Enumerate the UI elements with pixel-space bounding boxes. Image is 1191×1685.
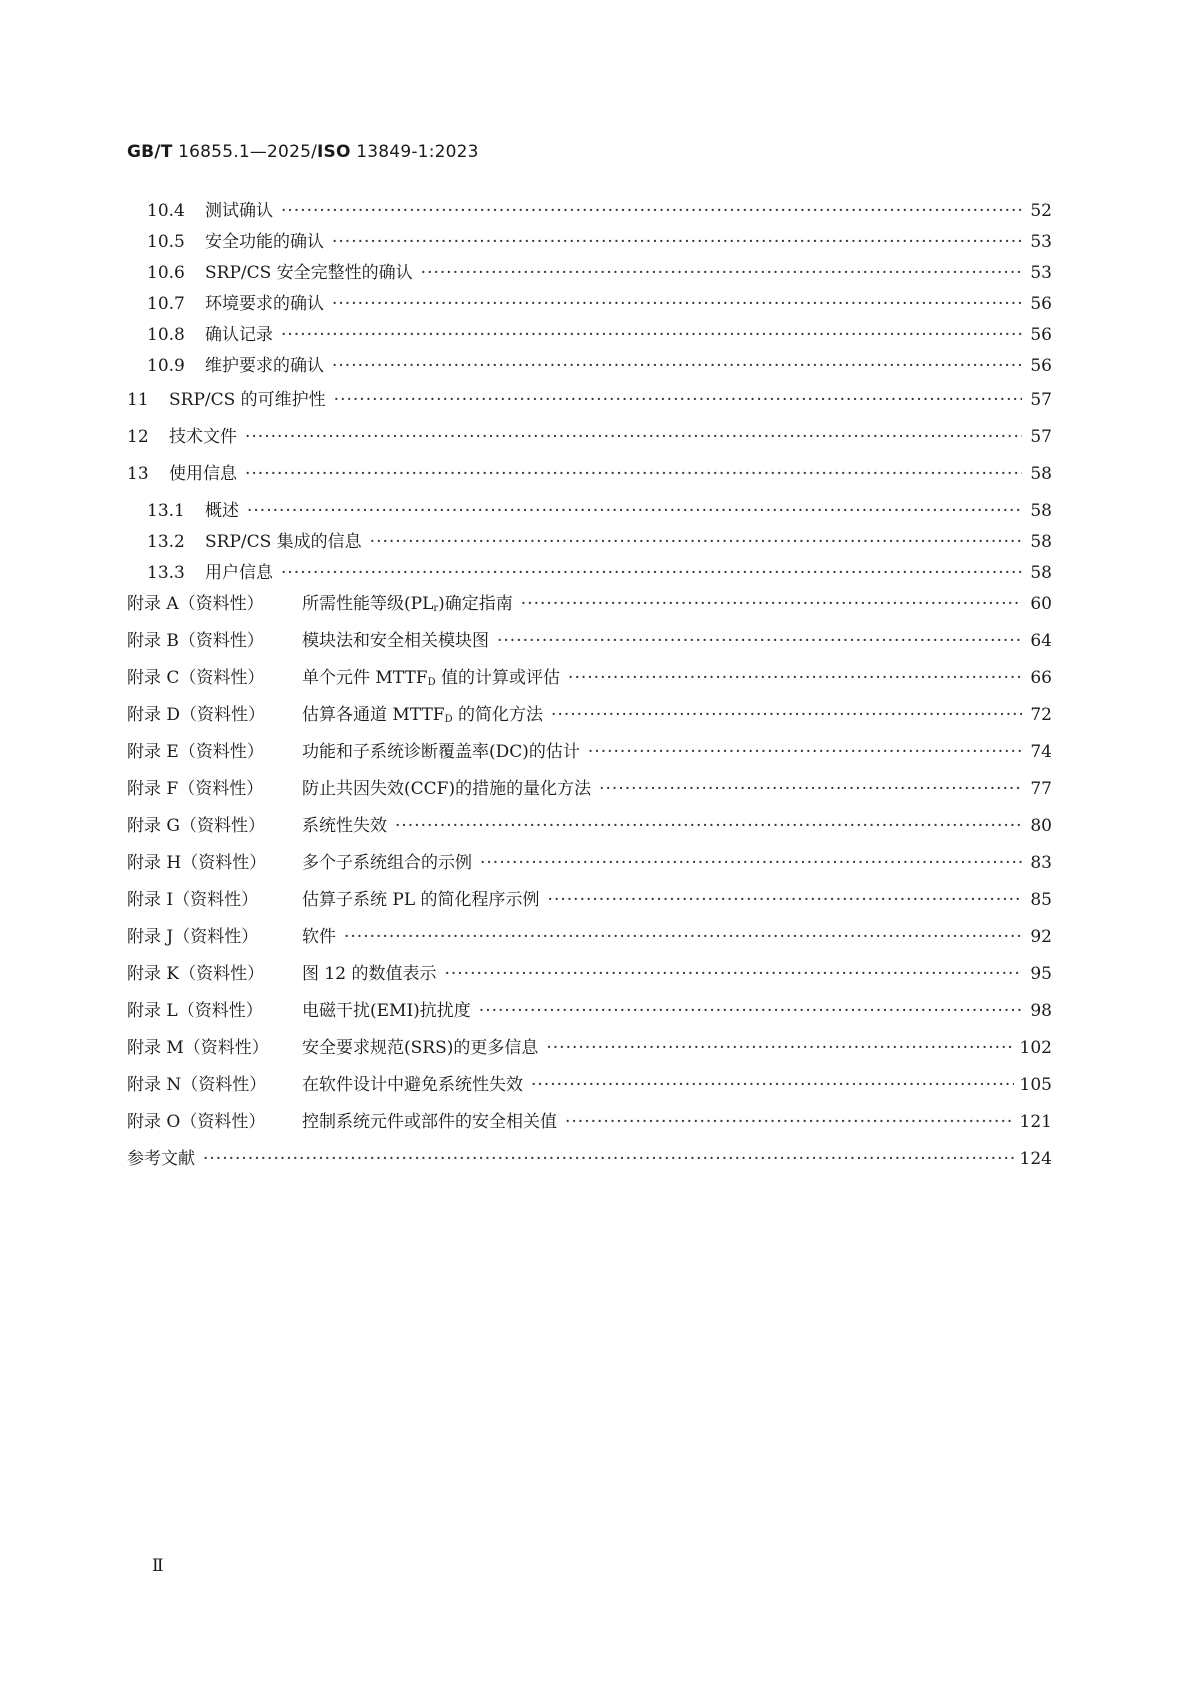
toc-entry-page: 53 xyxy=(1022,232,1052,252)
toc-entry-title-text: 确认记录 xyxy=(205,325,273,345)
toc-entry-number: 附录 M（资料性） xyxy=(127,1033,302,1058)
toc-entry-title-text: 多个子系统组合的示例 xyxy=(302,853,472,873)
toc-entry-subscript: r xyxy=(433,603,439,614)
toc-entry-page: 95 xyxy=(1022,964,1052,984)
toc-entry-page: 105 xyxy=(1014,1075,1052,1095)
toc-leader-dots xyxy=(480,853,1022,873)
toc-entry-page: 58 xyxy=(1022,563,1052,583)
toc-entry-subscript: D xyxy=(427,677,436,688)
toc-entry-title-text: SRP/CS 集成的信息 xyxy=(205,532,362,552)
toc-entry-title-text: 测试确认 xyxy=(205,201,273,221)
toc-entry-number: 12 xyxy=(127,427,169,447)
toc-entry-title xyxy=(302,589,521,614)
running-header xyxy=(127,142,479,162)
toc-entry-title xyxy=(169,459,245,484)
toc-entry-title-text: 图 12 的数值表示 xyxy=(302,964,437,984)
toc-entry-number: 10.7 xyxy=(127,294,205,314)
toc-entry-page: 66 xyxy=(1022,668,1052,688)
toc-entry-title-text: 环境要求的确认 xyxy=(205,294,324,314)
toc-entry[interactable] xyxy=(127,848,1052,885)
toc-entry[interactable] xyxy=(127,811,1052,848)
toc-entry-title-text: 估算子系统 PL 的简化程序示例 xyxy=(302,890,540,910)
toc-leader-dots xyxy=(531,1075,1014,1095)
toc-entry[interactable] xyxy=(127,227,1052,258)
toc-leader-dots xyxy=(332,232,1022,252)
toc-entry-page: 83 xyxy=(1022,853,1052,873)
toc-entry-page: 124 xyxy=(1014,1149,1052,1169)
toc-entry[interactable] xyxy=(127,527,1052,558)
toc-entry-number: 附录 G（资料性） xyxy=(127,811,302,836)
toc-entry[interactable] xyxy=(127,496,1052,527)
toc-entry-title xyxy=(205,289,332,314)
toc-entry-title xyxy=(205,320,281,345)
toc-entry-title xyxy=(205,351,332,376)
toc-entry-number: 附录 F（资料性） xyxy=(127,774,302,799)
toc-entry-title xyxy=(205,196,281,221)
toc-entry-title-suffix: 值的计算或评估 xyxy=(435,668,561,688)
toc-entry-title xyxy=(302,848,480,873)
toc-entry-title xyxy=(205,496,247,521)
toc-entry-number: 13.1 xyxy=(127,501,205,521)
toc-leader-dots xyxy=(395,816,1022,836)
toc-entry-number: 附录 B（资料性） xyxy=(127,626,302,651)
toc-entry-number: 附录 I（资料性） xyxy=(127,885,302,910)
toc-entry-number: 附录 A（资料性） xyxy=(127,589,302,614)
toc-leader-dots xyxy=(281,325,1022,345)
toc-entry-title-text: 安全要求规范(SRS)的更多信息 xyxy=(302,1038,539,1058)
toc-entry-title-text: 防止共因失效(CCF)的措施的量化方法 xyxy=(302,779,592,799)
toc-entry-title-text: SRP/CS 安全完整性的确认 xyxy=(205,263,413,283)
toc-entry-title xyxy=(302,996,479,1021)
toc-entry-page: 57 xyxy=(1022,390,1052,410)
toc-leader-dots xyxy=(203,1149,1014,1169)
toc-entry-number: 附录 C（资料性） xyxy=(127,663,302,688)
toc-entry-page: 72 xyxy=(1022,705,1052,725)
toc-entry[interactable] xyxy=(127,196,1052,227)
toc-entry-title xyxy=(302,811,395,836)
toc-entry-page: 102 xyxy=(1014,1038,1052,1058)
toc-entry[interactable] xyxy=(127,626,1052,663)
toc-entry-title-text: 估算各通道 MTTF xyxy=(302,705,445,725)
toc-entry-title xyxy=(169,385,334,410)
toc-leader-dots xyxy=(281,201,1022,221)
toc-entry-page: 56 xyxy=(1022,356,1052,376)
toc-entry[interactable] xyxy=(127,959,1052,996)
toc-entry-page: 121 xyxy=(1014,1112,1052,1132)
toc-entry-number: 附录 D（资料性） xyxy=(127,700,302,725)
toc-leader-dots xyxy=(565,1112,1014,1132)
toc-entry-title-text: SRP/CS 的可维护性 xyxy=(169,390,326,410)
toc-leader-dots xyxy=(548,890,1022,910)
toc-entry-title-suffix: 的简化方法 xyxy=(452,705,544,725)
toc-entry[interactable] xyxy=(127,663,1052,700)
toc-entry-number: 13 xyxy=(127,464,169,484)
toc-entry[interactable] xyxy=(127,258,1052,289)
toc-entry[interactable] xyxy=(127,385,1052,422)
toc-entry-title-text: 模块法和安全相关模块图 xyxy=(302,631,489,651)
toc-entry-number: 10.4 xyxy=(127,201,205,221)
header-iso: ISO xyxy=(317,142,351,162)
toc-entry-title-text: 控制系统元件或部件的安全相关值 xyxy=(302,1112,557,1132)
toc-entry-page: 92 xyxy=(1022,927,1052,947)
toc-entry-title xyxy=(205,558,281,583)
toc-entry[interactable] xyxy=(127,922,1052,959)
toc-entry-title xyxy=(302,663,568,688)
toc-leader-dots xyxy=(599,779,1022,799)
toc-entry[interactable] xyxy=(127,422,1052,459)
toc-entry-number: 13.2 xyxy=(127,532,205,552)
toc-entry-page: 56 xyxy=(1022,294,1052,314)
toc-entry-page: 80 xyxy=(1022,816,1052,836)
toc-leader-dots xyxy=(281,563,1022,583)
header-standard: GB/T xyxy=(127,142,173,162)
toc-entry-page: 52 xyxy=(1022,201,1052,221)
toc-entry[interactable] xyxy=(127,1107,1052,1144)
toc-entry[interactable] xyxy=(127,885,1052,922)
toc-entry[interactable] xyxy=(127,1144,1052,1181)
toc-leader-dots xyxy=(568,668,1022,688)
toc-entry-number: 10.9 xyxy=(127,356,205,376)
toc-entry-number: 10.5 xyxy=(127,232,205,252)
toc-entry-number: 附录 N（资料性） xyxy=(127,1070,302,1095)
toc-entry-page: 57 xyxy=(1022,427,1052,447)
toc-entry-number: 附录 L（资料性） xyxy=(127,996,302,1021)
toc-entry-number: 附录 J（资料性） xyxy=(127,922,302,947)
toc-leader-dots xyxy=(245,464,1022,484)
toc-leader-dots xyxy=(444,964,1022,984)
toc-entry[interactable] xyxy=(127,1070,1052,1107)
toc-leader-dots xyxy=(245,427,1022,447)
toc-entry-title-text: 安全功能的确认 xyxy=(205,232,324,252)
toc-entry-title xyxy=(169,422,245,447)
toc-entry-title-text: 功能和子系统诊断覆盖率(DC)的估计 xyxy=(302,742,580,762)
toc-leader-dots xyxy=(332,294,1022,314)
toc-entry-title-text: 电磁干扰(EMI)抗扰度 xyxy=(302,1001,471,1021)
toc-leader-dots xyxy=(332,356,1022,376)
toc-leader-dots xyxy=(334,390,1022,410)
toc-leader-dots xyxy=(521,594,1022,614)
toc-entry-number: 附录 E（资料性） xyxy=(127,737,302,762)
toc-entry-number: 附录 K（资料性） xyxy=(127,959,302,984)
toc-entry-title xyxy=(205,527,370,552)
toc-entry-title xyxy=(205,258,421,283)
toc-entry-number: 11 xyxy=(127,390,169,410)
toc-entry-title xyxy=(302,1107,565,1132)
toc-leader-dots xyxy=(247,501,1022,521)
toc-entry-number: 10.6 xyxy=(127,263,205,283)
toc-leader-dots xyxy=(344,927,1022,947)
toc-entry-title-text: 技术文件 xyxy=(169,427,237,447)
toc-entry[interactable] xyxy=(127,289,1052,320)
toc-entry-number: 附录 H（资料性） xyxy=(127,848,302,873)
toc-leader-dots xyxy=(551,705,1022,725)
header-iso-number: 13849-1:2023 xyxy=(350,142,479,162)
toc-entry-title-text: 系统性失效 xyxy=(302,816,387,836)
toc-entry-subscript: D xyxy=(444,714,453,725)
toc-entry-title-suffix: )确定指南 xyxy=(438,594,513,614)
toc-leader-dots xyxy=(546,1038,1013,1058)
toc-entry-title xyxy=(302,885,548,910)
toc-entry-page: 58 xyxy=(1022,501,1052,521)
toc-entry-title xyxy=(302,626,497,651)
toc-entry-number: 10.8 xyxy=(127,325,205,345)
page-number: Ⅱ xyxy=(152,1556,164,1576)
toc-entry-page: 53 xyxy=(1022,263,1052,283)
toc-entry-page: 74 xyxy=(1022,742,1052,762)
toc-entry-title xyxy=(127,1144,203,1169)
toc-entry-title-text: 用户信息 xyxy=(205,563,273,583)
toc-entry[interactable] xyxy=(127,700,1052,737)
toc-entry-title-text: 维护要求的确认 xyxy=(205,356,324,376)
header-number: 16855.1—2025/ xyxy=(172,142,318,162)
toc-entry-title-text: 参考文献 xyxy=(127,1149,195,1169)
toc-leader-dots xyxy=(497,631,1022,651)
toc-entry-title xyxy=(302,700,551,725)
toc-entry-title-text: 概述 xyxy=(205,501,239,521)
toc-entry-number: 13.3 xyxy=(127,563,205,583)
toc-entry-title xyxy=(205,227,332,252)
toc-entry-title-text: 所需性能等级(PL xyxy=(302,594,434,614)
toc-entry-page: 56 xyxy=(1022,325,1052,345)
toc-entry-title-text: 软件 xyxy=(302,927,336,947)
toc-entry-page: 58 xyxy=(1022,532,1052,552)
toc-leader-dots xyxy=(588,742,1022,762)
toc-entry-title-text: 单个元件 MTTF xyxy=(302,668,428,688)
toc-entry-title-text: 在软件设计中避免系统性失效 xyxy=(302,1075,523,1095)
toc-entry-page: 64 xyxy=(1022,631,1052,651)
toc-entry-page: 85 xyxy=(1022,890,1052,910)
table-of-contents xyxy=(127,196,1052,1181)
toc-entry-title xyxy=(302,774,599,799)
toc-entry-title xyxy=(302,959,444,984)
toc-entry-title xyxy=(302,737,588,762)
toc-entry[interactable] xyxy=(127,351,1052,382)
toc-entry-title-text: 使用信息 xyxy=(169,464,237,484)
toc-entry-page: 98 xyxy=(1022,1001,1052,1021)
toc-leader-dots xyxy=(370,532,1022,552)
toc-entry-page: 58 xyxy=(1022,464,1052,484)
toc-entry[interactable] xyxy=(127,774,1052,811)
toc-entry-page: 60 xyxy=(1022,594,1052,614)
toc-entry-page: 77 xyxy=(1022,779,1052,799)
toc-entry-title xyxy=(302,922,344,947)
toc-leader-dots xyxy=(421,263,1022,283)
toc-entry[interactable] xyxy=(127,589,1052,626)
toc-entry[interactable] xyxy=(127,1033,1052,1070)
toc-leader-dots xyxy=(479,1001,1022,1021)
toc-entry[interactable] xyxy=(127,737,1052,774)
toc-entry[interactable] xyxy=(127,996,1052,1033)
toc-entry[interactable] xyxy=(127,320,1052,351)
toc-entry-title xyxy=(302,1033,546,1058)
toc-entry-number: 附录 O（资料性） xyxy=(127,1107,302,1132)
toc-entry[interactable] xyxy=(127,558,1052,589)
toc-entry-title xyxy=(302,1070,531,1095)
toc-entry[interactable] xyxy=(127,459,1052,496)
